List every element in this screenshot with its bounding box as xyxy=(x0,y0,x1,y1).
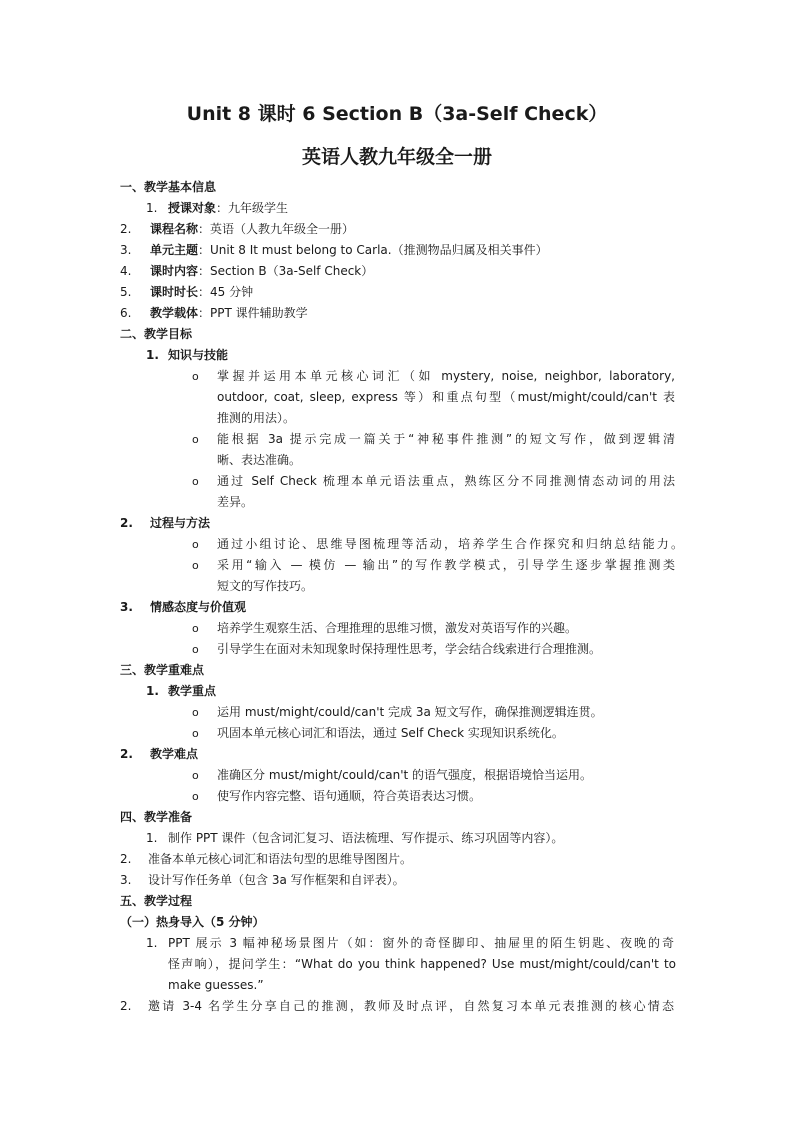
bullet-icon: o xyxy=(192,433,199,446)
list-item xyxy=(168,200,288,217)
list-number: 2. xyxy=(120,747,133,761)
list-number: 2. xyxy=(120,852,132,866)
bullet-icon: o xyxy=(192,538,199,551)
list-item xyxy=(150,221,354,238)
bullet-icon: o xyxy=(192,769,199,782)
list-item: 设计写作任务单（包含 3a 写作框架和自评表）。 xyxy=(148,873,405,887)
item-value: ：Section B（3a-Self Check） xyxy=(198,264,374,278)
list-item: 怪声响），提问学生：“What do you think happened? Use must/might/could/can't to xyxy=(168,957,676,971)
bullet-text: 推测的用法）。 xyxy=(217,411,296,425)
list-number: 5. xyxy=(120,285,132,299)
subsection-heading: 教学难点 xyxy=(150,747,199,761)
list-item xyxy=(150,305,308,322)
item-label: 课时内容 xyxy=(150,264,199,278)
list-number: 1. xyxy=(146,936,158,950)
list-number: 3. xyxy=(120,873,132,887)
subsection-heading: 情感态度与价值观 xyxy=(150,600,247,614)
bullet-text: 使写作内容完整、语句通顺，符合英语表达习惯。 xyxy=(217,789,482,803)
list-number: 1. xyxy=(146,684,159,698)
bullet-text: outdoor, coat, sleep, express 等）和重点句型（must/might/could/can't 表 xyxy=(217,390,675,404)
list-number: 1. xyxy=(146,831,158,845)
bullet-icon: o xyxy=(192,370,199,383)
bullet-text: 引导学生在面对未知现象时保持理性思考，学会结合线索进行合理推测。 xyxy=(217,642,602,656)
item-label: 授课对象 xyxy=(168,201,217,215)
list-number: 3. xyxy=(120,600,133,614)
item-label: 课程名称 xyxy=(150,222,199,236)
bullet-text: 晰、表达准确。 xyxy=(217,453,302,467)
subsection-heading: 过程与方法 xyxy=(150,516,211,530)
bullet-text: 能根据 3a 提示完成一篇关于“神秘事件推测”的短文写作，做到逻辑清 xyxy=(217,432,675,446)
list-number: 3. xyxy=(120,243,132,257)
bullet-icon: o xyxy=(192,706,199,719)
bullet-text: 巩固本单元核心词汇和语法，通过 Self Check 实现知识系统化。 xyxy=(217,726,564,740)
subsection-heading: （一）热身导入（5 分钟） xyxy=(120,915,265,929)
list-number: 2. xyxy=(120,999,132,1013)
section-heading: 一、教学基本信息 xyxy=(120,180,217,194)
item-value: ：英语（人教九年级全一册） xyxy=(198,222,355,236)
bullet-icon: o xyxy=(192,622,199,635)
list-item: PPT 展示 3 幅神秘场景图片（如：窗外的奇怪脚印、抽屉里的陌生钥匙、夜晚的奇 xyxy=(168,936,674,950)
section-heading: 四、教学准备 xyxy=(120,810,193,824)
section-heading: 三、教学重难点 xyxy=(120,663,205,677)
list-item: 邀请 3-4 名学生分享自己的推测，教师及时点评，自然复习本单元表推测的核心情态 xyxy=(148,999,674,1013)
list-item xyxy=(150,263,373,280)
item-value: ：PPT 课件辅助教学 xyxy=(198,306,308,320)
list-number: 4. xyxy=(120,264,132,278)
bullet-text: 掌握并运用本单元核心词汇（如 mystery, noise, neighbor, laboratory, xyxy=(217,369,675,383)
bullet-icon: o xyxy=(192,643,199,656)
bullet-text: 采用“输入 — 模仿 — 输出”的写作教学模式，引导学生逐步掌握推测类 xyxy=(217,558,675,572)
item-value: ：45 分钟 xyxy=(198,285,254,299)
list-number: 1. xyxy=(146,348,159,362)
bullet-icon: o xyxy=(192,559,199,572)
bullet-text: 短文的写作技巧。 xyxy=(217,579,314,593)
list-number: 1. xyxy=(146,201,158,215)
bullet-icon: o xyxy=(192,475,199,488)
list-item xyxy=(150,242,548,259)
item-label: 单元主题 xyxy=(150,243,199,257)
list-number: 2. xyxy=(120,516,133,530)
section-heading: 二、教学目标 xyxy=(120,327,193,341)
item-label: 教学载体 xyxy=(150,306,199,320)
bullet-icon: o xyxy=(192,727,199,740)
list-number: 2. xyxy=(120,222,132,236)
bullet-text: 准确区分 must/might/could/can't 的语气强度，根据语境恰当运用。 xyxy=(217,768,593,782)
bullet-text: 通过小组讨论、思维导图梳理等活动，培养学生合作探究和归纳总结能力。 xyxy=(217,537,683,551)
item-value: ：Unit 8 It must belong to Carla.（推测物品归属及相关事件） xyxy=(198,243,548,257)
subsection-heading: 教学重点 xyxy=(168,684,217,698)
bullet-text: 差异。 xyxy=(217,495,254,509)
item-label: 课时时长 xyxy=(150,285,199,299)
bullet-text: 运用 must/might/could/can't 完成 3a 短文写作，确保推测逻辑连贯。 xyxy=(217,705,603,719)
item-value: ：九年级学生 xyxy=(216,201,289,215)
bullet-text: 通过 Self Check 梳理本单元语法重点，熟练区分不同推测情态动词的用法 xyxy=(217,474,675,488)
subsection-heading: 知识与技能 xyxy=(168,348,229,362)
document-subtitle: 英语人教九年级全一册 xyxy=(301,146,492,168)
document-title: Unit 8 课时 6 Section B（3a-Self Check） xyxy=(186,103,608,125)
list-number: 6. xyxy=(120,306,132,320)
list-item: 制作 PPT 课件（包含词汇复习、语法梳理、写作提示、练习巩固等内容）。 xyxy=(168,831,564,845)
bullet-icon: o xyxy=(192,790,199,803)
list-item xyxy=(150,284,253,301)
list-item: 准备本单元核心词汇和语法句型的思维导图图片。 xyxy=(148,852,413,866)
list-item: make guesses.” xyxy=(168,978,264,992)
bullet-text: 培养学生观察生活、合理推理的思维习惯，激发对英语写作的兴趣。 xyxy=(217,621,578,635)
section-heading: 五、教学过程 xyxy=(120,894,193,908)
